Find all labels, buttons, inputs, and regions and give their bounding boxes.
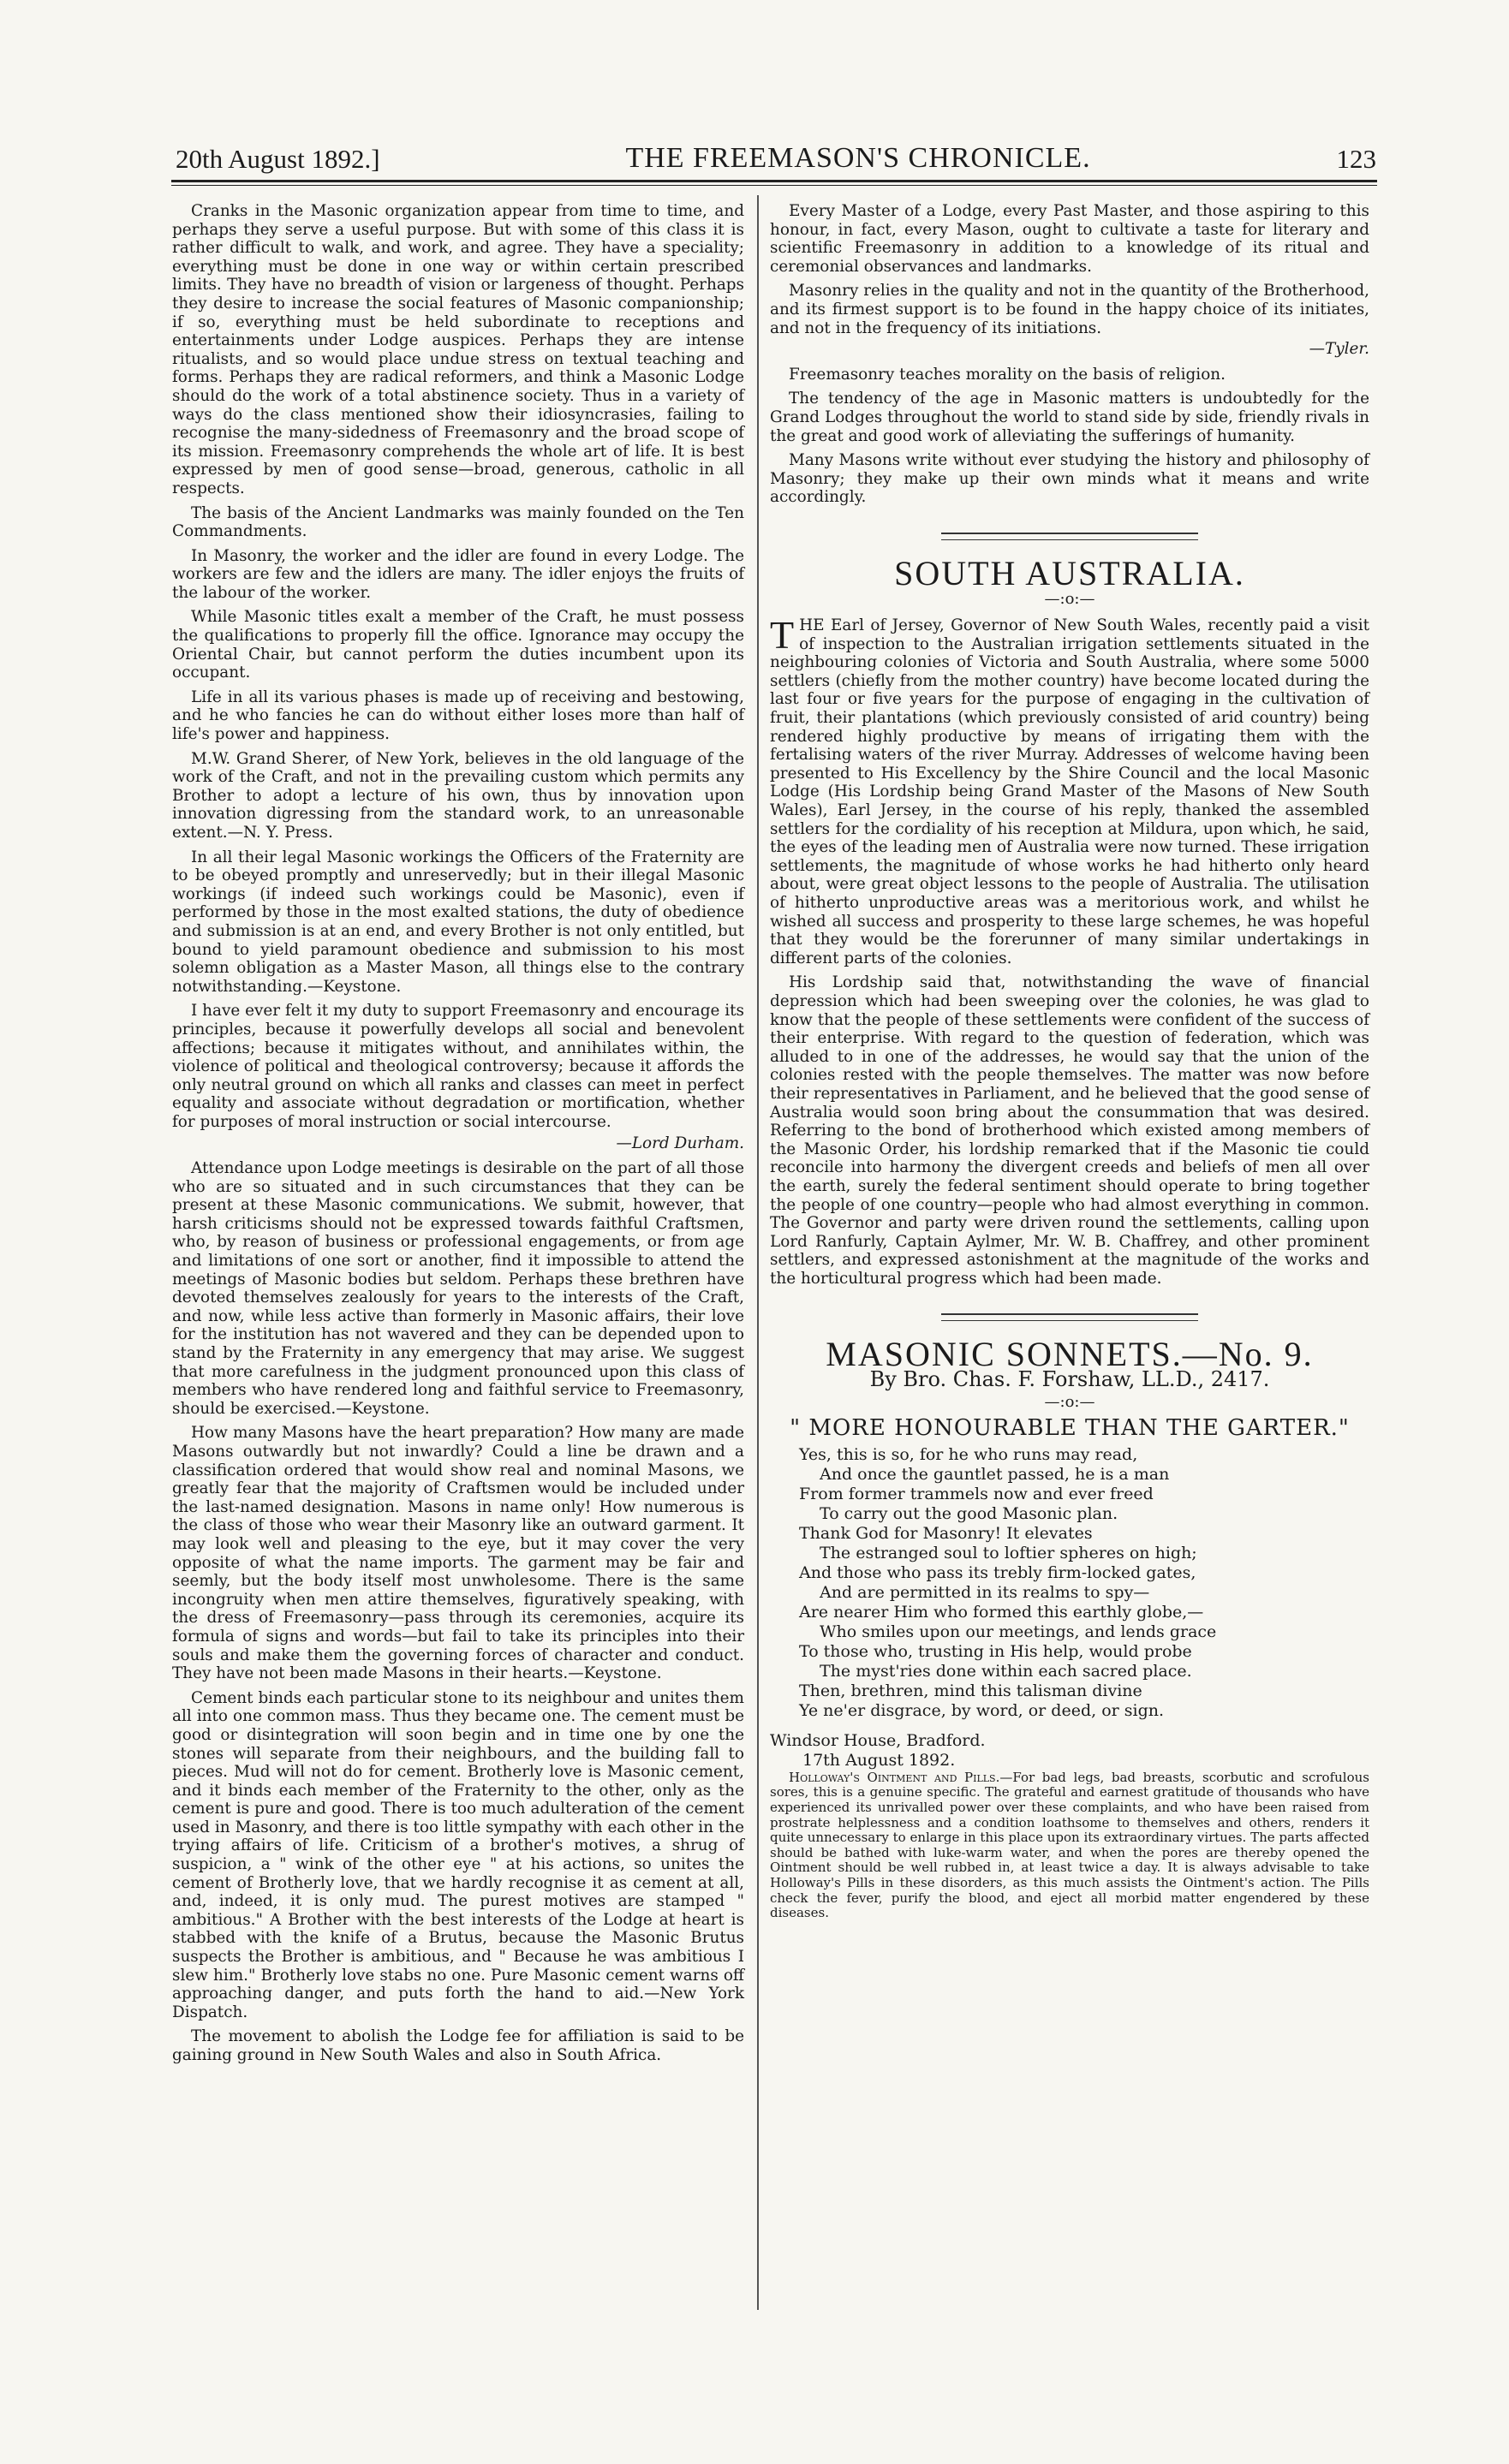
paragraph: M.W. Grand Sherer, of New York, believes in the old language of the work of the Craft, and not in the prevailing custom which permits any Brother to adopt a lecture of his own, thus by innovation upon innovation digressing from the standard work, to an unreasonable extent.—N. Y. Press.	[172, 749, 744, 842]
poem-line: Thank God for Masonry! It elevates	[799, 1523, 1093, 1543]
poem-line: And once the gauntlet passed, he is a man	[820, 1464, 1170, 1484]
advertisement	[770, 1771, 1369, 1921]
south-australia-heading: SOUTH AUSTRALIA.	[894, 553, 1245, 592]
poem-line: Who smiles upon our meetings, and lends grace	[820, 1622, 1217, 1641]
paragraph: Every Master of a Lodge, every Past Master, and those aspiring to this honour, in fact, every Mason, ought to cultivate a taste for literary and scientific Freemasonry in addition to a knowledge of its ritual and ceremonial observances and landmarks.	[770, 202, 1369, 276]
page-number: 123	[1336, 144, 1376, 174]
poem-line: Ye ne'er disgrace, by word, or deed, or sign.	[799, 1700, 1165, 1720]
paragraph: The movement to abolish the Lodge fee for affiliation is said to be gaining ground in New South Wales and also in South Africa.	[172, 2027, 744, 2064]
poem-line: Yes, this is so, for he who runs may read,	[799, 1444, 1138, 1464]
paragraph: Attendance upon Lodge meetings is desirable on the part of all those who are so situated and in such circumstances that they can be present at these Masonic communications. We submit, however, that harsh criticisms should not be expressed towards faithful Craftsmen, who, by reason of business or professional engagements, or from age and limitations of one sort or another, find it impossible to attend the meetings of Masonic bodies but seldom. Perhaps these brethren have devoted themselves zealously for years to the interests of the Craft, and now, while less active than formerly in Masonic affairs, their love for the institution has not wavered and they can be depended upon to stand by the Fraternity in any emergency that may arise. We suggest that more carefulness in the judgment pronounced upon this class of members who have rendered long and faithful service to Freemasonry, should be exercised.—Keystone.	[172, 1159, 744, 1418]
drop-cap: T	[770, 613, 795, 658]
paragraph: While Masonic titles exalt a member of the Craft, he must possess the qualifications to properly fill the office. Ignorance may occupy the Oriental Chair, but cannot perform the duties incumbent upon its occupant.	[172, 608, 744, 682]
paragraph: The basis of the Ancient Landmarks was mainly founded on the Ten Commandments.	[172, 503, 744, 541]
ornament: —:o:—	[1044, 589, 1095, 608]
paragraph: The tendency of the age in Masonic matters is undoubtedly for the Grand Lodges throughout the world to stand side by side, friendly rivals in the great and good work of alleviating the sufferings of humanity.	[770, 390, 1369, 445]
address-date: 17th August 1892.	[802, 1750, 956, 1770]
advert-text: —For bad legs, bad breasts, scorbutic and scrofulous sores, this is a genuine specific. The grateful and earnest gratitude of thousands who have experienced its unrivalled power over these complaints, and who have been raised from prostrate helplessness and a condition loathsome to themselves and others, renders it quite unnecessary to enlarge in this place upon its extraordinary virtues. The parts affected should be bathed with luke-warm water, and when the pores are thereby opened the Ointment should be well rubbed in, at least twice a day. It is always advisable to take Holloway's Pills in these disorders, as this much assists the Ointment's action. The Pills check the fever, purify the blood, and eject all morbid matter engendered by these diseases.	[770, 1769, 1369, 1921]
paragraph: Many Masons write without ever studying the history and philosophy of Masonry; they make up their own minds what it means and write accordingly.	[770, 451, 1369, 507]
poem-line: The myst'ries done within each sacred place.	[820, 1661, 1192, 1681]
header-rule	[171, 180, 1377, 182]
paragraph: Masonry relies in the quality and not in the quantity of the Brotherhood, and its firmest support is to be found in the happy choice of its initiates, and not in the frequency of its initiations.	[770, 282, 1369, 337]
address-line: Windsor House, Bradford.	[770, 1730, 986, 1750]
address-block	[770, 1731, 1369, 1771]
poem-line: And are permitted in its realms to spy—	[820, 1582, 1150, 1602]
signature: —Tyler.	[1309, 340, 1369, 359]
masonic-sonnets-heading: MASONIC SONNETS.—No. 9.	[826, 1335, 1314, 1374]
paragraph: Life in all its various phases is made up of receiving and bestowing, and he who fancies he can do without either loses more than half of life's power and happiness.	[172, 687, 744, 744]
sonnet	[770, 1445, 1369, 1721]
section-rule-thin	[941, 1320, 1198, 1321]
poem-line: From former trammels now and ever freed	[799, 1484, 1154, 1503]
poem-line: Are nearer Him who formed this earthly globe,—	[799, 1602, 1204, 1622]
paragraph: Freemasonry teaches morality on the basis of religion.	[789, 365, 1226, 384]
article-paragraph	[770, 613, 1369, 967]
publication-title: THE FREEMASON'S CHRONICLE.	[625, 142, 1091, 174]
paragraph: I have ever felt it my duty to support Freemasonry and encourage its principles, because it powerfully develops all social and benevolent affections; because it mitigates without, and annihilates within, the violence of political and theological controversy; because it affords the only neutral ground on which all ranks and classes can meet in perfect equality and associate without degradation or mortification, whether for purposes of moral instruction or social intercourse.	[172, 1002, 744, 1131]
right-column	[770, 202, 1369, 1927]
article-text: HE Earl of Jersey, Governor of New South Wales, recently paid a visit of inspection to the Australian irrigation settlements situated in the neighbouring colonies of Victoria and South Australia, where some 5000 settlers (chiefly from the mother country) have become located during the last four or five years for the purpose of engaging in the cultivation of fruit, their plantations (which previously consisted of arid country) being rendered highly productive by means of irrigating them with the fertalising waters of the river Murray. Addresses of welcome having been presented to His Excellency by the Shire Council and the local Masonic Lodge (His Lordship being Grand Master of the Masons of New South Wales), Earl Jersey, in the course of his reply, thanked the assembled settlers for the cordiality of his reception at Mildura, upon which, he said, the eyes of the leading men of Australia were now turned. These irrigation settlements, the magnitude of whose works he had hitherto only heard about, were great object lessons to the people of Australia. The utilisation of hitherto unproductive areas was a meritorious work, and whilst he wished all success and prosperity to these large schemes, he was hopeful that they would be the forerunner of many similar undertakings in different parts of the colonies.	[770, 616, 1369, 967]
byline: By Bro. Chas. F. Forshaw, LL.D., 2417.	[869, 1367, 1270, 1392]
signature: —Lord Durham.	[616, 1134, 744, 1152]
section-rule	[941, 533, 1198, 534]
sonnet-title: " MORE HONOURABLE THAN THE GARTER."	[790, 1415, 1350, 1442]
advert-lead: Holloway's Ointment and Pills.	[789, 1769, 1000, 1785]
poem-line: Then, brethren, mind this talisman divine	[799, 1681, 1142, 1700]
header-rule-thin	[171, 185, 1377, 186]
paragraph: In Masonry, the worker and the idler are found in every Lodge. The workers are few and the idlers are many. The idler enjoys the fruits of the labour of the worker.	[172, 546, 744, 602]
issue-date: 20th August 1892.]	[176, 144, 380, 174]
column-divider	[757, 195, 759, 2310]
page-header	[176, 127, 1376, 175]
article-paragraph: His Lordship said that, notwithstanding the wave of financial depression which had been sweeping over the colonies, he was glad to know that the people of these settlements were confident of the success of their enterprise. With regard to the question of federation, which was alluded to in one of the addresses, he would say that the union of the colonies rested with the people themselves. The matter was now before their representatives in Parliament, and he believed that the good sense of Australia would soon bring about the consummation that was desired. Referring to the bond of brotherhood which existed among members of the Masonic Order, his lordship remarked that if the Masonic tie could reconcile into harmony the divergent creeds and beliefs of men all over the earth, surely the federal sentiment should operate to bring together the people of one country—people who had almost everything in common. The Governor and party were driven round the settlements, calling upon Lord Ranfurly, Captain Aylmer, Mr. W. B. Chaffrey, and other prominent settlers, and expressed astonishment at the magnitude of the works and the horticultural progress which had been made.	[770, 973, 1369, 1288]
left-column	[172, 202, 744, 2071]
section-rule-thin	[941, 539, 1198, 540]
paragraph: In all their legal Masonic workings the Officers of the Fraternity are to be obeyed promptly and unreservedly; but in their illegal Masonic workings (if indeed such workings could be Masonic), even if performed by those in the most exalted stations, the duty of obedience and submission is at an end, and every Brother is not only entitled, but bound to yield paramount obedience and submission to his most solemn obligation as a Master Mason, all things else to the contrary notwithstanding.—Keystone.	[172, 848, 744, 996]
paragraph: Cranks in the Masonic organization appear from time to time, and perhaps they serve a useful purpose. But with some of this class it is rather difficult to walk, and work, and agree. They have a speciality; everything must be done in one way or within certain prescribed limits. They have no breadth of vision or largeness of thought. Perhaps they desire to increase the social features of Masonic companionship; if so, everything must be held subordinate to receptions and entertainments under Lodge auspices. Perhaps they are intense ritualists, and so would place undue stress on textual teaching and forms. Perhaps they are radical reformers, and think a Masonic Lodge should do the work of a total abstinence society. Thus in a variety of ways do the class mentioned show their idiosyncrasies, failing to recognise the many-sidedness of Freemasonry and the broad scope of its mission. Freemasonry comprehends the whole art of life. It is best expressed by men of good sense—broad, generous, catholic in all respects.	[172, 202, 744, 497]
poem-line: The estranged soul to loftier spheres on high;	[820, 1543, 1197, 1562]
ornament: —:o:—	[1044, 1392, 1095, 1411]
poem-line: To carry out the good Masonic plan.	[820, 1503, 1118, 1523]
poem-line: And those who pass its trebly firm-locked gates,	[799, 1562, 1196, 1582]
section-rule	[941, 1313, 1198, 1315]
paragraph: How many Masons have the heart preparation? How many are made Masons outwardly but not inwardly? Could a line be drawn and a classification ordered that would show real and nominal Masons, we greatly fear that the majority of Craftsmen would be included under the last-named designation. Masons in name only! How numerous is the class of those who wear their Masonry like an outward garment. It may look well and pleasing to the eye, but it may cover the very opposite of what the name imports. The garment may be fair and seemly, but the body itself most unwholesome. There is the same incongruity when men attire themselves, figuratively speaking, with the dress of Freemasonry—pass through its ceremonies, acquire its formula of signs and words—but fail to take its principles into their souls and make them the governing forces of character and conduct. They have not been made Masons in their hearts.—Keystone.	[172, 1424, 744, 1683]
poem-line: To those who, trusting in His help, would probe	[799, 1641, 1192, 1661]
paragraph: Cement binds each particular stone to its neighbour and unites them all into one common mass. Thus they became one. The cement must be good or disintegration will soon begin and in time one by one the stones will separate from their neighbours, and the building fall to pieces. Mud will not do for cement. Brotherly love is Masonic cement, and it binds each member of the Fraternity to the other, only as the cement is pure and good. There is too much adulteration of the cement used in Masonry, and there is too little sympathy with each other in the trying affairs of life. Criticism of a brother's motives, a shrug of suspicion, a " wink of the other eye " at his actions, so unites the cement of Brotherly love, that we hardly recognise it as cement at all, and, indeed, it is only mud. The purest motives are stamped " ambitious." A Brother with the best interests of the Lodge at heart is stabbed with the knife of a Brutus, because the Masonic Brutus suspects the Brother is ambitious, and " Because he was ambitious I slew him." Brotherly love stabs no one. Pure Masonic cement warns off approaching danger, and puts forth the hand to aid.—New York Dispatch.	[172, 1688, 744, 2021]
